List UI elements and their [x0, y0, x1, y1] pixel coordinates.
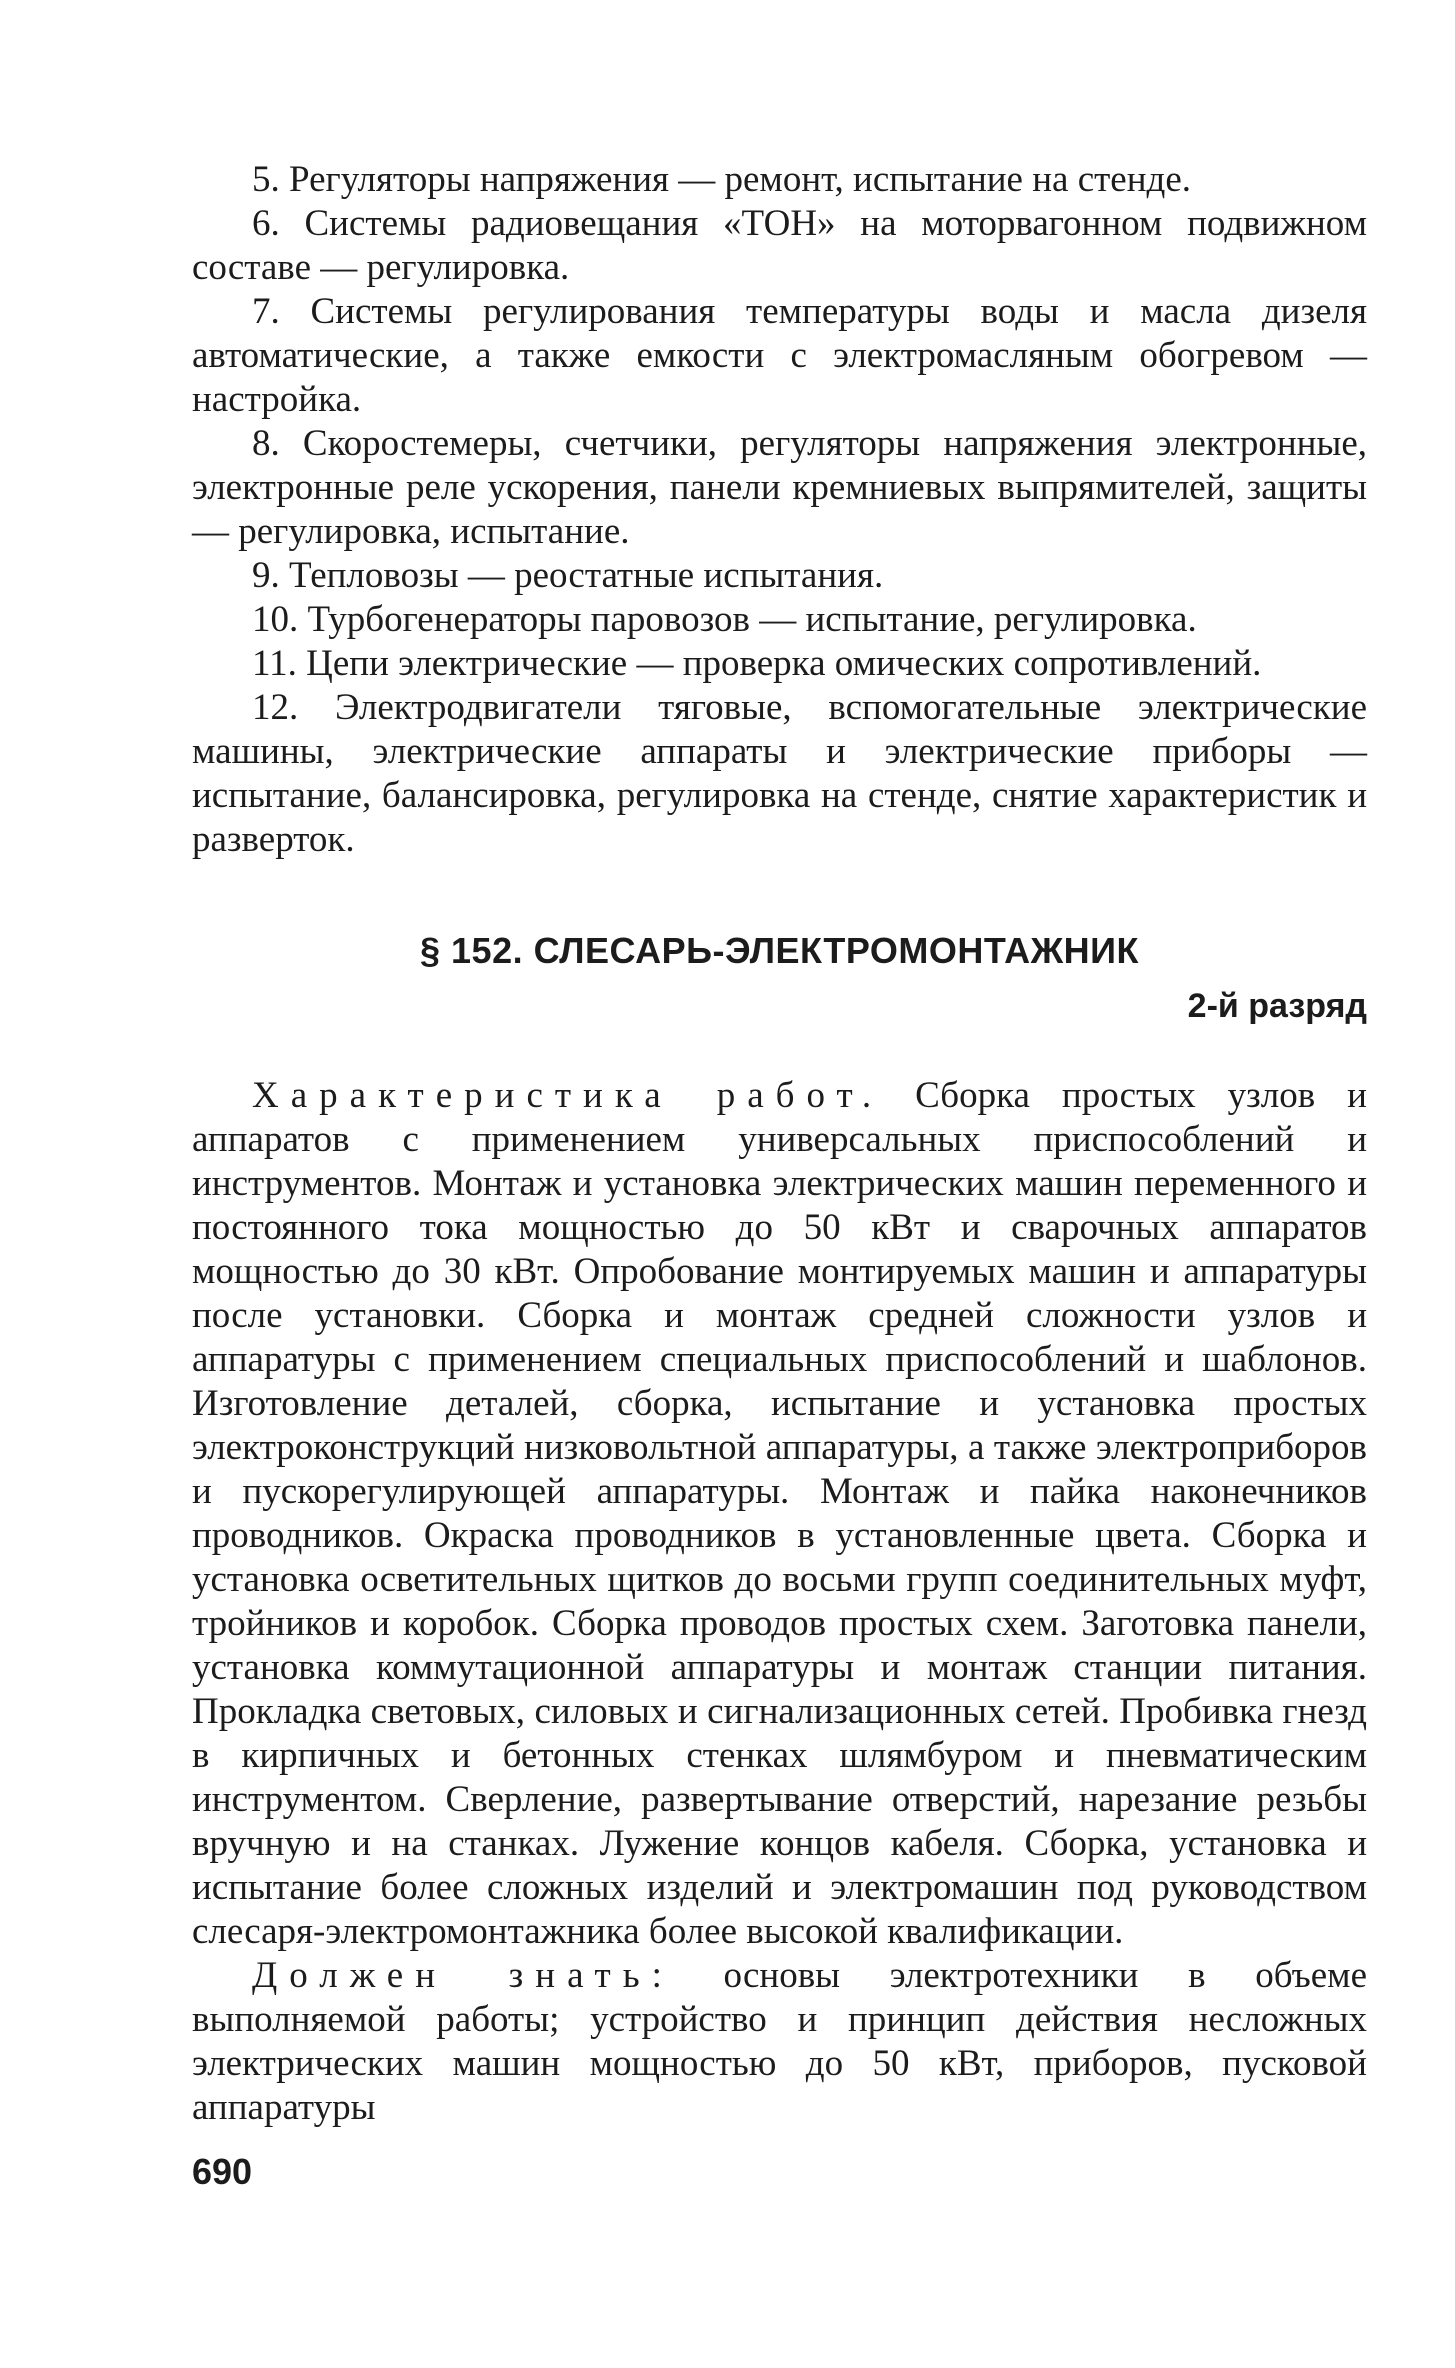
- list-item-8: 8. Скоростемеры, счетчики, регуляторы напряжения электронные, электронные реле ускорения, панели кремниевых выпрямителей, защиты — регулировка, испытание.: [192, 423, 1367, 552]
- section-body: [192, 1074, 1367, 2130]
- list-item-9: 9. Тепловозы — реостатные испытания.: [252, 555, 884, 596]
- must-know-paragraph: [192, 1954, 1367, 2130]
- list-item-10: 10. Турбогенераторы паровозов — испытание, регулировка.: [252, 599, 1197, 640]
- list-item-6: 6. Системы радиовещания «ТОН» на моторвагонном подвижном составе — регулировка.: [192, 203, 1367, 288]
- text-column: [192, 158, 1367, 2130]
- grade-label: 2-й разряд: [1187, 987, 1367, 1025]
- characteristic-label: Характеристика работ.: [252, 1075, 884, 1116]
- list-item-5: 5. Регуляторы напряжения — ремонт, испытание на стенде.: [252, 159, 1192, 200]
- list-item-11: 11. Цепи электрические — проверка омических сопротивлений.: [252, 643, 1262, 684]
- must-know-text: основы электротехники в объеме выполняемой работы; устройство и принцип действия несложных электрических машин мощностью до 50 кВт, приборов, пусковой аппаратуры: [192, 1955, 1367, 2128]
- page-number: 690: [192, 2151, 253, 2192]
- characteristic-paragraph: [192, 1074, 1367, 1954]
- section-heading: § 152. СЛЕСАРЬ-ЭЛЕКТРОМОНТАЖНИК: [420, 930, 1139, 971]
- must-know-label: Должен знать:: [252, 1955, 674, 1996]
- list-item-12: 12. Электродвигатели тяговые, вспомогательные электрические машины, электрические аппараты и электрические приборы — испытание, балансировка, регулировка на стенде, снятие характеристик и разверток.: [192, 687, 1367, 860]
- characteristic-text: Сборка простых узлов и аппаратов с применением универсальных приспособлений и инструментов. Монтаж и установка электрических машин переменного и постоянного тока мощностью до 50 кВт и сварочных аппаратов мощностью до 30 кВт. Опробование монтируемых машин и аппаратуры после установки. Сборка и монтаж средней сложности узлов и аппаратуры с применением специальных приспособлений и шаблонов. Изготовление деталей, сборка, испытание и установка простых электроконструкций низковольтной аппаратуры, а также электроприборов и пускорегулирующей аппаратуры. Монтаж и пайка наконечников проводников. Окраска проводников в установленные цвета. Сборка и установка осветительных щитков до восьми групп соединительных муфт, тройников и коробок. Сборка проводов простых схем. Заготовка панели, установка коммутационной аппаратуры и монтаж станции питания. Прокладка световых, силовых и сигнализационных сетей. Пробивка гнезд в кирпичных и бетонных стенках шлямбуром и пневматическим инструментом. Сверление, развертывание отверстий, нарезание резьбы вручную и на станках. Лужение концов кабеля. Сборка, установка и испытание более сложных изделий и электромашин под руководством слесаря-электромонтажника более высокой квалификации.: [192, 1075, 1367, 1952]
- list-item-7: 7. Системы регулирования температуры воды и масла дизеля автоматические, а также емкости с электромасляным обогревом — настройка.: [192, 291, 1367, 420]
